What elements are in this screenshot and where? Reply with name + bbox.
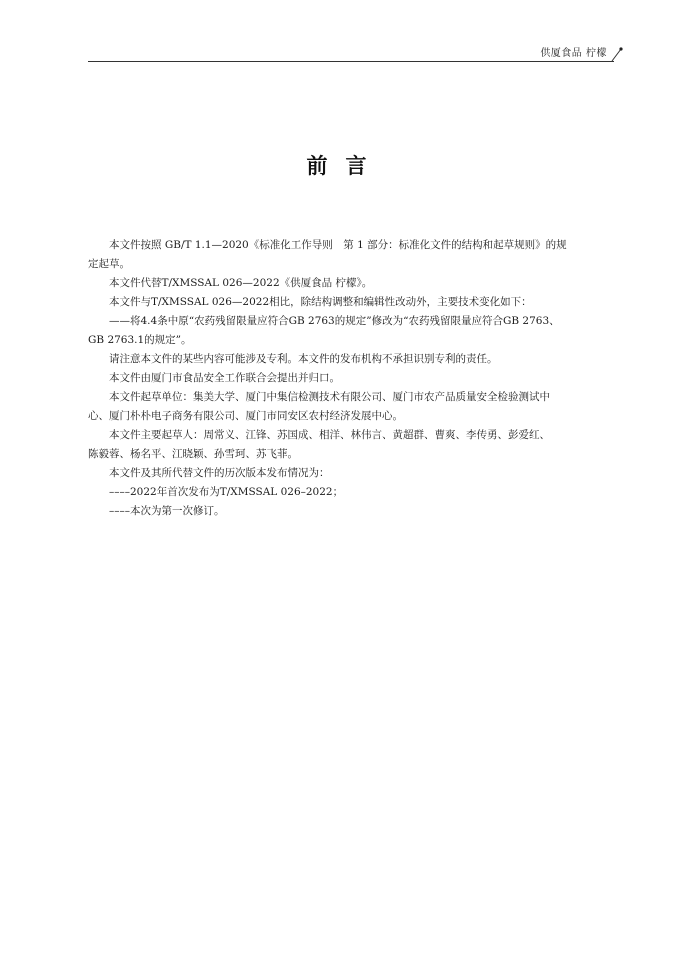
paragraph-line: GB 2763.1的规定”。: [88, 334, 192, 346]
paragraph-line: 心、厦门朴朴电子商务有限公司、厦门市同安区农村经济发展中心。: [88, 410, 403, 422]
paragraph-line: 本文件主要起草人：周常义、江锋、苏国成、相洋、林伟言、黄超群、曹爽、李传勇、彭爱红、: [109, 429, 550, 441]
paragraph-line: 本文件按照 GB/T 1.1—2020《标准化工作导则 第 1 部分：标准化文件的结构和起草规则》的规: [109, 239, 567, 251]
paragraph-drafters: [88, 426, 608, 464]
header-slash-mark: [610, 46, 624, 62]
paragraph-patent-notice: [88, 350, 608, 369]
paragraph-replaces: [88, 274, 608, 293]
paragraph-change-item: [88, 312, 608, 350]
paragraph-line: ——将4.4条中原“农药残留限量应符合GB 2763的规定”修改为“农药残留限量应符合GB 2763、: [109, 315, 560, 327]
paragraph-line: 本文件起草单位：集美大学、厦门中集信检测技术有限公司、厦门市农产品质量安全检验测试中: [109, 391, 550, 403]
paragraph-history-current: [88, 502, 608, 521]
paragraph-line: 定起草。: [88, 258, 130, 270]
page-title: 前言: [306, 154, 385, 178]
paragraph-history-first: [88, 483, 608, 502]
paragraph-drafting-units: [88, 388, 608, 426]
paragraph-line: 本文件由厦门市食品安全工作联合会提出并归口。: [109, 372, 340, 384]
header-rule: [88, 61, 614, 62]
paragraph-line: ––––本次为第一次修订。: [109, 505, 225, 517]
header-title: 供厦食品 柠檬: [540, 48, 607, 59]
paragraph-line: 本文件及其所代替文件的历次版本发布情况为：: [109, 467, 330, 479]
paragraph-line: 请注意本文件的某些内容可能涉及专利。本文件的发布机构不承担识别专利的责任。: [109, 353, 498, 365]
paragraph-proposer: [88, 369, 608, 388]
paragraph-drafting-rules: [88, 236, 608, 274]
paragraph-line: 陈毅蓉、杨名平、江晓颖、孙雪珂、苏飞菲。: [88, 448, 298, 460]
paragraph-line: ––––2022年首次发布为T/XMSSAL 026–2022；: [109, 486, 344, 498]
paragraph-history: [88, 464, 608, 483]
paragraph-changes: [88, 293, 608, 312]
paragraph-line: 本文件代替T/XMSSAL 026—2022《供厦食品 柠檬》。: [109, 277, 373, 289]
paragraph-line: 本文件与T/XMSSAL 026—2022相比，除结构调整和编辑性改动外，主要技术变化如下：: [109, 296, 532, 308]
foreword-body: [88, 236, 608, 521]
